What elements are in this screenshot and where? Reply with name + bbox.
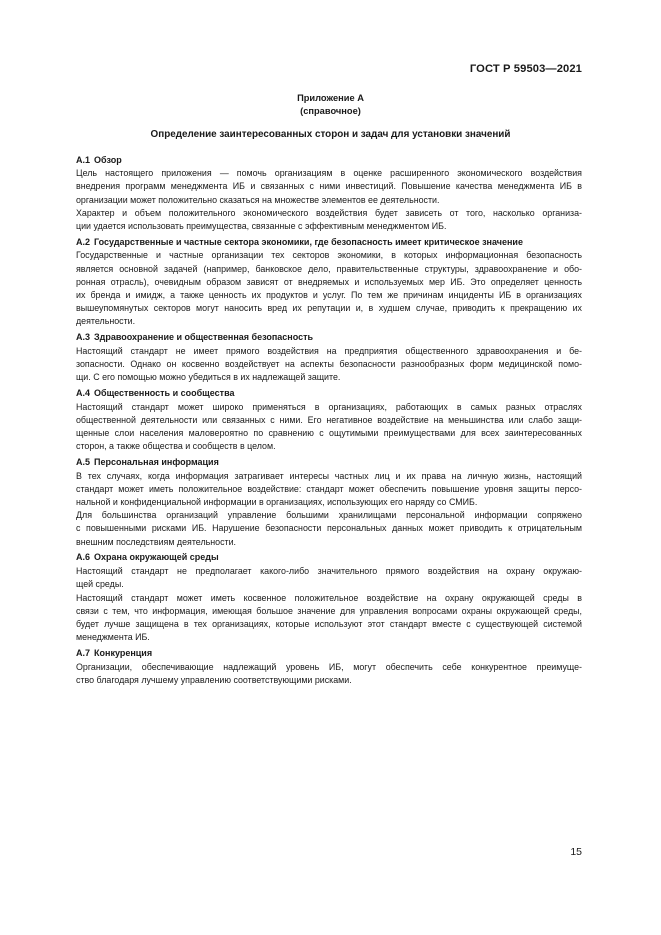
document-body	[76, 151, 582, 687]
section-number: А.1	[76, 154, 91, 165]
text-line: общественной деятельности или связанных с ними. Его негативное воздействие на меньшинства или слабо защи-	[76, 414, 582, 425]
section-title: Государственные и частные сектора экономики, где безопасность имеет критическое значение	[94, 236, 523, 247]
text-line: Организации, обеспечивающие надлежащий уровень ИБ, могут обеспечить себе конкурентное преимуще-	[76, 661, 582, 672]
text-line: менеджмента ИБ.	[76, 632, 150, 643]
section-title: Охрана окружающей среды	[94, 552, 219, 563]
section-heading	[76, 387, 582, 400]
text-line: Для большинства организаций управление большими хранилищами персональной информации сопряжено	[76, 510, 582, 521]
section-title: Здравоохранение и общественная безопасность	[94, 332, 314, 343]
document-code: ГОСТ Р 59503—2021	[469, 63, 582, 75]
paragraph	[76, 207, 582, 233]
section-title: Общественность и сообщества	[94, 387, 235, 398]
annex-title: Приложение А	[297, 93, 364, 103]
text-line: внедрения программ менеджмента ИБ и связанных с ними инвестиций. Повышение качества менеджмента ИБ в	[76, 181, 582, 192]
section	[76, 331, 582, 384]
text-line: деятельности.	[76, 316, 136, 327]
text-line: Настоящий стандарт не имеет прямого воздействия на предприятия общественного здравоохранения и бе-	[76, 345, 582, 356]
text-line: Настоящий стандарт может иметь косвенное положительное воздействие на охрану окружающей среды в	[76, 592, 582, 603]
text-line: щенные слои населения маловероятно по сравнению с ощутимыми преимуществами для всех заинтересованных	[76, 428, 582, 439]
section-heading	[76, 647, 582, 660]
main-title: Определение заинтересованных сторон и задач для установки значений	[150, 129, 511, 140]
section-title: Обзор	[94, 154, 122, 165]
text-line: ции удается использовать преимущества, связанные с эффективным менеджментом ИБ.	[76, 221, 447, 232]
text-line: зопасности. Однако он косвенно воздействует на аспекты безопасности разнообразных форм медицинской помо-	[76, 359, 582, 370]
section-number: А.6	[76, 552, 91, 563]
section	[76, 551, 582, 644]
section-number: А.3	[76, 332, 91, 343]
section-heading	[76, 331, 582, 344]
text-line: вышеупомянутых секторов могут наносить вред их репутации и, в худшем случае, приводить к прекращению их	[76, 303, 582, 314]
section-heading	[76, 154, 582, 167]
text-line: сторон, а также общества и сообществ в целом.	[76, 441, 276, 452]
section-title: Персональная информация	[94, 456, 219, 467]
text-line: ство благодаря лучшему управлению соответствующими рисками.	[76, 674, 352, 685]
text-line: нальной и конфиденциальной информации в организациях, использующих его наряду со СМИБ.	[76, 497, 478, 508]
section	[76, 387, 582, 454]
text-line: организации может положительно сказаться на множестве элементов ее деятельности.	[76, 194, 440, 205]
paragraph	[76, 565, 582, 591]
paragraph	[76, 661, 582, 687]
section-heading	[76, 236, 582, 249]
text-line: будет лучше защищена в тех организациях, которые используют этот стандарт вместе с существующей системой	[76, 618, 582, 629]
paragraph	[76, 509, 582, 549]
paragraph	[76, 167, 582, 207]
paragraph	[76, 249, 582, 328]
annex-subtitle: (справочное)	[300, 105, 361, 116]
text-line: является основной задачей (например, банковское дело, правительственные структуры, здравоохранение и обо-	[76, 263, 582, 274]
paragraph	[76, 470, 582, 510]
text-line: Настоящий стандарт не предполагает какого-либо значительного прямого воздействия на охрану окружаю-	[76, 566, 582, 577]
text-line: с повышенными рисками ИБ. Нарушение безопасности персональных данных может приводить к отрицательным	[76, 523, 582, 534]
section-number: А.4	[76, 387, 91, 398]
text-line: ронная отрасль), очевидным образом зависят от внедряемых и используемых мер ИБ. Это определяет ценность	[76, 276, 582, 287]
text-line: щи. С его помощью можно убедиться в их надлежащей защите.	[76, 372, 341, 383]
text-line: Государственные и частные организации тех секторов экономики, в которых информационная безопасность	[76, 250, 582, 261]
section	[76, 236, 582, 329]
text-line: щей среды.	[76, 579, 124, 590]
section-number: А.7	[76, 647, 91, 658]
section	[76, 154, 582, 234]
text-line: Настоящий стандарт может широко применяться в организациях, работающих в самых разных отраслях	[76, 401, 582, 412]
paragraph	[76, 401, 582, 454]
paragraph	[76, 592, 582, 645]
section	[76, 456, 582, 549]
text-line: В тех случаях, когда информация затрагивает интересы частных лиц и их права на личную жизнь, настоящий	[76, 470, 582, 481]
text-line: внешним последствиям деятельности.	[76, 536, 237, 547]
section-number: А.5	[76, 456, 91, 467]
paragraph	[76, 345, 582, 385]
page-number: 15	[570, 846, 582, 858]
text-line: Характер и объем положительного экономического воздействия будет зависеть от того, насколько организа-	[76, 207, 582, 218]
text-line: стандарт может иметь положительное воздействие: стандарт может обеспечить повышение уровня защиты персо-	[76, 483, 582, 494]
section-heading	[76, 456, 582, 469]
annex-heading	[0, 92, 661, 117]
text-line: Цель настоящего приложения — помочь организациям в оценке расширенного экономического воздействия	[76, 168, 582, 179]
section-title: Конкуренция	[94, 647, 153, 658]
text-line: связи с тем, что информация, имеющая большое значение для управления вопросами охраны окружающей среды,	[76, 605, 582, 616]
text-line: их бренда и имидж, а также ценность их продуктов и услуг. По тем же причинам инциденты ИБ в организациях	[76, 290, 582, 301]
section	[76, 647, 582, 687]
section-heading	[76, 551, 582, 564]
section-number: А.2	[76, 236, 91, 247]
